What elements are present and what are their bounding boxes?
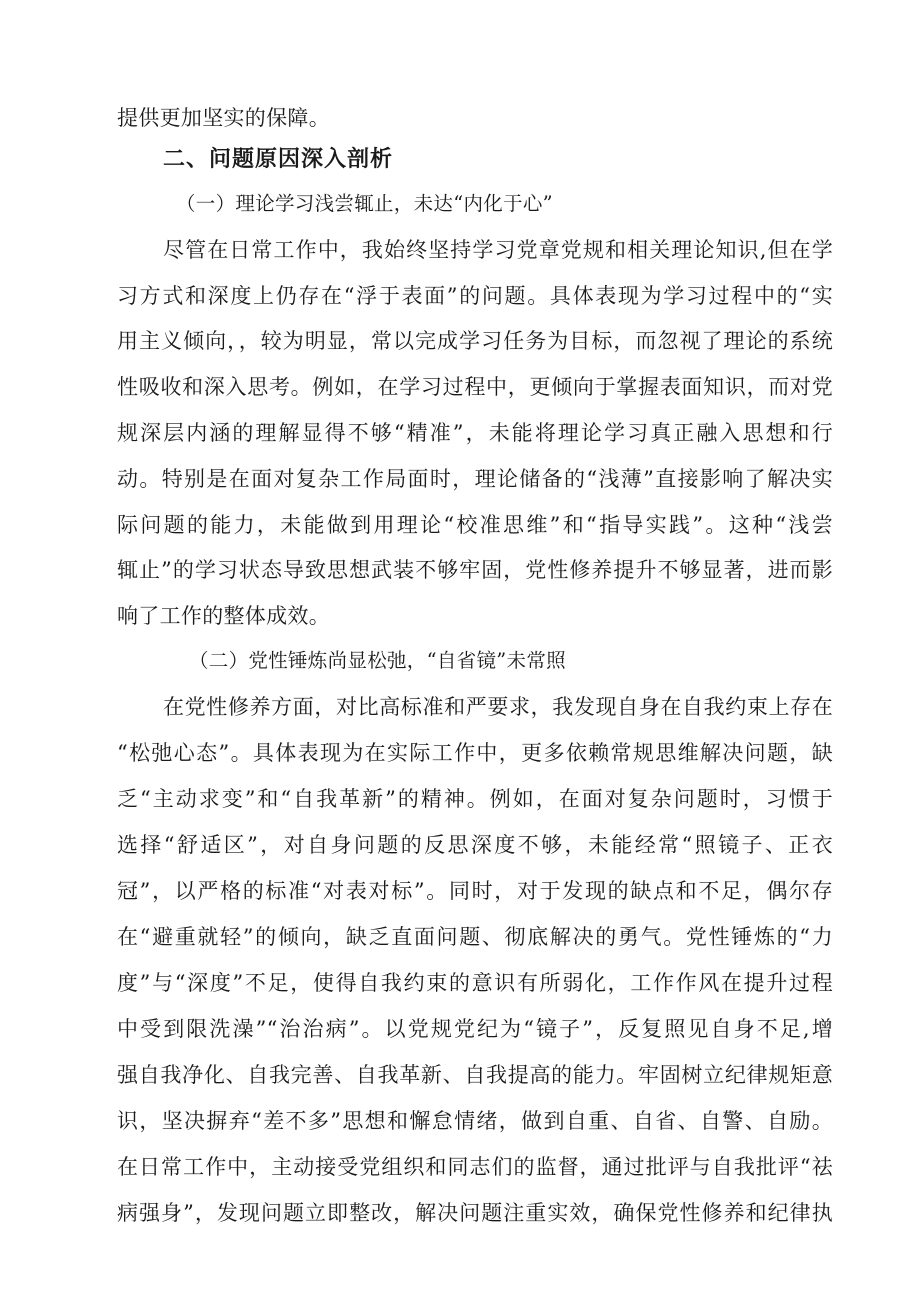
paragraph-line: 在“避重就轻”的倾向，缺乏直面问题、彻底解决的勇气。党性锤炼的“力 [117,925,833,949]
paragraph-line: 选择“舒适区”，对自身问题的反思深度不够，未能经常“照镜子、正衣 [117,833,833,857]
paragraph-line: 性吸收和深入思考。例如，在学习过程中，更倾向于掌握表面知识，而对党 [117,375,833,399]
paragraph-line: 识，坚决摒弃“差不多”思想和懈怠情绪，做到自重、自省、自警、自励。 [117,1109,833,1133]
paragraph-line: 病强身”，发现问题立即整改，解决问题注重实效，确保党性修养和纪律执 [117,1201,833,1225]
paragraph-line: 动。特别是在面对复杂工作局面时，理论储备的“浅薄”直接影响了解决实 [117,467,833,491]
paragraph-line: 中受到限洗澡”“治治病”。以党规党纪为“镜子”，反复照见自身不足,增 [117,1017,833,1041]
section-heading: 二、问题原因深入剖析 [163,147,394,172]
subsection-title-2: （二）党性锤炼尚显松弛，“自省镜”未常照 [189,649,566,672]
paragraph-line: 度”与“深度”不足，使得自我约束的意识有所弱化，工作作风在提升过程 [117,971,833,995]
paragraph-line: 响了工作的整体成效。 [117,604,330,628]
paragraph-line: 在日常工作中，主动接受党组织和同志们的监督，通过批评与自我批评“祛 [117,1155,833,1179]
paragraph-line: 在党性修养方面，对比高标准和严要求，我发现自身在自我约束上存在 [163,695,833,719]
paragraph-line: 乏“主动求变”和“自我革新”的精神。例如，在面对复杂问题时，习惯于 [117,787,833,811]
paragraph-line: “松弛心态”。具体表现为在实际工作中，更多依赖常规思维解决问题，缺 [117,741,833,765]
paragraph-line: 习方式和深度上仍存在“浮于表面”的问题。具体表现为学习过程中的“实 [117,284,833,308]
subsection-title-1: （一）理论学习浅尝辄止，未达“内化于心” [176,192,553,215]
paragraph-line: 尽管在日常工作中，我始终坚持学习党章党规和相关理论知识,但在学 [163,238,833,262]
paragraph-line: 强自我净化、自我完善、自我革新、自我提高的能力。牢固树立纪律规矩意 [117,1063,833,1087]
paragraph-line: 际问题的能力，未能做到用理论“校准思维”和“指导实践”。这种“浅尝 [117,513,833,537]
paragraph-line: 辄止”的学习状态导致思想武装不够牢固，党性修养提升不够显著，进而影 [117,558,833,582]
paragraph-line: 用主义倾向，，较为明显，常以完成学习任务为目标，而忽视了理论的系统 [117,329,833,353]
paragraph-line: 规深层内涵的理解显得不够“精准”，未能将理论学习真正融入思想和行 [117,421,833,445]
intro-line: 提供更加坚实的保障。 [117,106,330,130]
paragraph-line: 冠”，以严格的标准“对表对标”。同时，对于发现的缺点和不足，偶尔存 [117,879,833,903]
